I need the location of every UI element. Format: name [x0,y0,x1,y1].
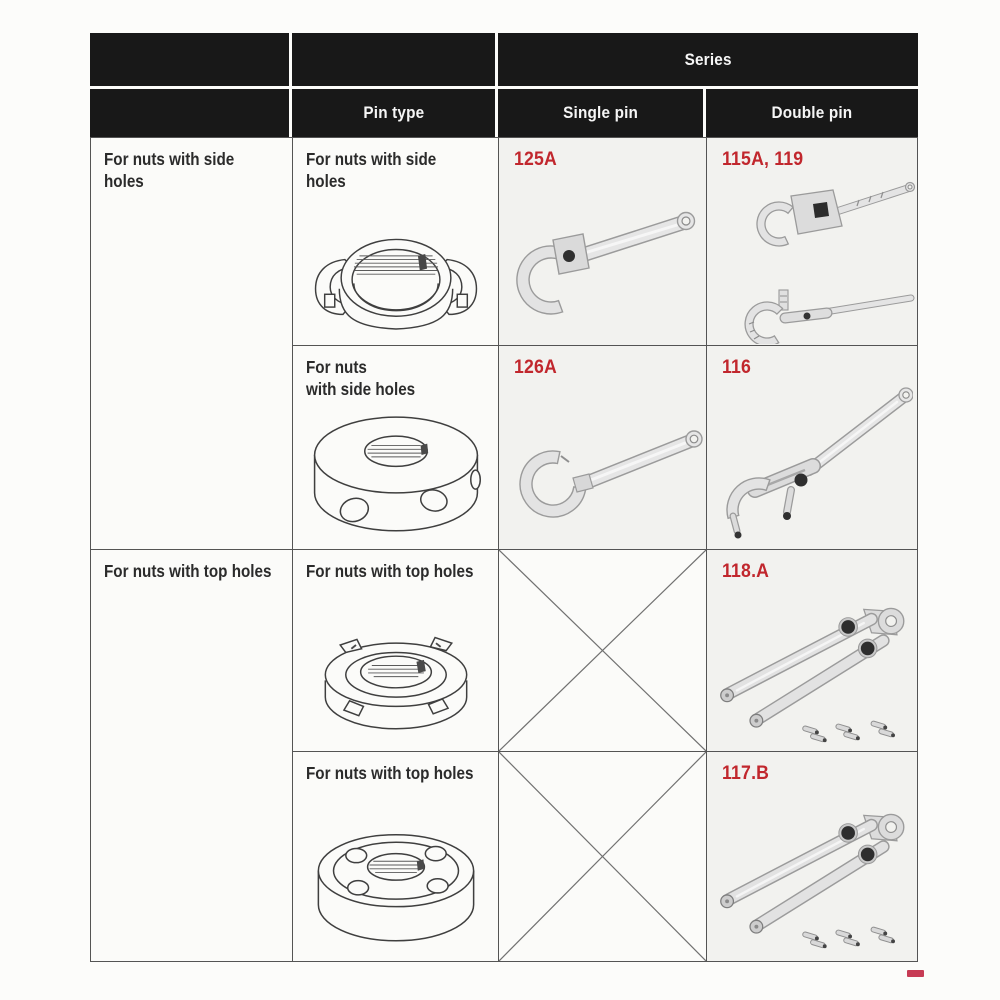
series-label: Series [684,49,732,69]
product-code: 115A, 119 [722,149,804,170]
header-series-cell [498,33,918,89]
adjustable-hook-spanner-116-illustration [713,374,913,546]
hook-spanner-125a-illustration [501,180,705,340]
label-line: For nuts with top holes [104,561,272,581]
header-blank-cell-2 [292,33,498,89]
double-pin-cell-r2 [706,345,918,549]
pin-type-cell-r3 [292,549,498,751]
header-blank-cell-1 [90,33,292,89]
slotted-ring-nut-side-holes-illustration [303,212,489,340]
crossed-out-x-icon [499,752,706,961]
single-pin-label: Single pin [563,103,638,122]
label-line: For nuts with side [104,149,235,169]
label-line: holes [306,171,346,192]
pin-type-r4-label [306,762,473,784]
slotted-ring-nut-top-holes-illustration [303,600,489,744]
pin-type-cell-r2 [292,345,498,549]
pin-spanner-selection-table [90,33,918,962]
pin-type-cell-r1 [292,137,498,345]
pin-type-r1-label [306,148,436,193]
label-line: with side holes [306,379,416,400]
double-pin-cell-r4 [706,751,918,962]
double-pin-cell-r1 [706,137,918,345]
crossed-out-x-icon [499,550,706,751]
header-pin-type-cell [292,89,498,137]
product-code: 118.A [722,561,770,582]
header-single-pin-cell [498,89,706,137]
label-line: For nuts with side [306,149,437,169]
adjustable-hook-spanners-115a-119-illustration [709,172,917,344]
label-line: For nuts with top holes [306,561,474,581]
single-pin-cell-r3-crossed [498,549,706,751]
category-top-holes-label [104,560,271,582]
round-nut-top-holes-illustration [301,812,491,954]
pin-type-cell-r4 [292,751,498,962]
page-marker-dash [907,970,924,977]
pin-type-label: Pin type [363,103,424,122]
round-nut-side-holes-illustration [299,402,493,544]
single-pin-cell-r2 [498,345,706,549]
product-code: 117.B [722,763,770,784]
product-code: 116 [722,357,752,378]
pin-type-r2-label [306,356,415,401]
pin-type-r3-label [306,560,473,582]
double-pin-label: Double pin [771,103,853,122]
product-code: 125A [514,149,557,170]
adjustable-pin-spanner-117b-illustration [711,790,915,954]
double-pin-cell-r3 [706,549,918,751]
label-line: holes [104,171,144,192]
single-pin-cell-r1 [498,137,706,345]
product-code: 126A [514,357,557,378]
header-blank-cell-3 [90,89,292,137]
category-cell-side-holes [90,137,292,549]
adjustable-pin-spanner-118a-illustration [711,584,915,748]
label-line: For nuts with top holes [306,763,474,783]
category-side-holes-label [104,148,234,193]
single-pin-cell-r4-crossed [498,751,706,962]
hook-spanner-126a-illustration [501,392,705,542]
category-cell-top-holes [90,549,292,962]
header-double-pin-cell [706,89,918,137]
label-line: For nuts [306,357,367,377]
